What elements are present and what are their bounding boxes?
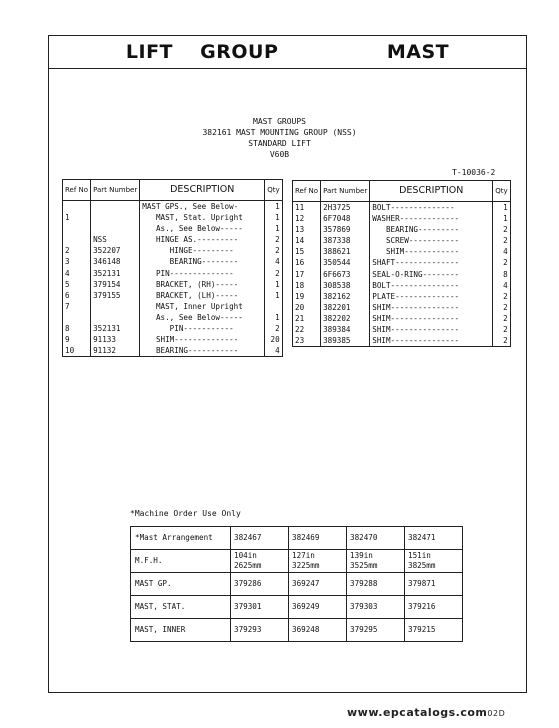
row-label: MAST GP. bbox=[131, 573, 231, 596]
cell-part-number: 379154 bbox=[91, 279, 140, 290]
cell-value: 379301 bbox=[231, 596, 289, 619]
cell-ref: 2 bbox=[63, 245, 91, 256]
table-row bbox=[293, 280, 511, 291]
cell-part-number: 6F7048 bbox=[321, 213, 370, 224]
cell-qty: 2 bbox=[493, 324, 510, 335]
cell-qty: 1 bbox=[493, 202, 510, 214]
cell-part-number: 2H3725 bbox=[321, 202, 370, 214]
table-row bbox=[63, 345, 283, 357]
cell-value: 104in 2625mm bbox=[231, 550, 289, 573]
table-row bbox=[293, 313, 511, 324]
cell-value: 379303 bbox=[347, 596, 405, 619]
cell-part-number: 350544 bbox=[321, 257, 370, 268]
col-ref: Ref No bbox=[63, 180, 91, 201]
cell-ref: 22 bbox=[293, 324, 321, 335]
cell-qty: 2 bbox=[265, 323, 282, 334]
cell-qty: 2 bbox=[265, 234, 282, 245]
cell-part-number: NSS bbox=[91, 234, 140, 245]
col-qty: Qty bbox=[493, 181, 510, 202]
title-bar bbox=[49, 36, 526, 69]
watermark-text: www.epcatalogs.com bbox=[347, 706, 488, 719]
cell-value: 382467 bbox=[231, 527, 289, 550]
cell-part-number: 389384 bbox=[321, 324, 370, 335]
cell-description: MAST GPS., See Below- bbox=[140, 201, 265, 213]
cell-value: 127in 3225mm bbox=[289, 550, 347, 573]
cell-part-number: 352131 bbox=[91, 268, 140, 279]
cell-description: BOLT--------------- bbox=[370, 280, 493, 291]
table-row bbox=[63, 212, 283, 223]
watermark bbox=[347, 706, 505, 719]
cell-qty: 2 bbox=[493, 291, 510, 302]
cell-qty: 1 bbox=[265, 290, 282, 301]
cell-ref bbox=[63, 312, 91, 323]
cell-qty: 2 bbox=[493, 257, 510, 268]
cell-ref: 8 bbox=[63, 323, 91, 334]
cell-ref: 4 bbox=[63, 268, 91, 279]
mast-arrangement-table bbox=[130, 526, 463, 642]
cell-ref: 3 bbox=[63, 256, 91, 267]
table-row bbox=[131, 596, 463, 619]
cell-ref: 21 bbox=[293, 313, 321, 324]
cell-value: 369249 bbox=[289, 596, 347, 619]
table-row bbox=[63, 223, 283, 234]
table-row bbox=[293, 213, 511, 224]
cell-ref: 11 bbox=[293, 202, 321, 214]
table-row bbox=[131, 619, 463, 642]
col-part-number: Part Number bbox=[91, 180, 140, 201]
cell-ref bbox=[63, 234, 91, 245]
cell-value: 151in 3825mm bbox=[405, 550, 463, 573]
cell-description: SHAFT-------------- bbox=[370, 257, 493, 268]
group-heading bbox=[0, 116, 559, 160]
table-row bbox=[293, 257, 511, 268]
table-row bbox=[131, 573, 463, 596]
col-description: DESCRIPTION bbox=[370, 181, 493, 202]
table-row bbox=[293, 235, 511, 246]
table-row bbox=[63, 334, 283, 345]
cell-part-number bbox=[91, 312, 140, 323]
table-row bbox=[293, 246, 511, 257]
cell-description: SHIM--------------- bbox=[370, 313, 493, 324]
table-row bbox=[293, 335, 511, 347]
table-row bbox=[63, 301, 283, 312]
cell-qty: 2 bbox=[493, 313, 510, 324]
cell-description: HINGE AS.--------- bbox=[140, 234, 265, 245]
cell-qty: 8 bbox=[493, 269, 510, 280]
col-qty: Qty bbox=[265, 180, 282, 201]
cell-description: BOLT-------------- bbox=[370, 202, 493, 214]
cell-part-number: 382202 bbox=[321, 313, 370, 324]
cell-value: 379215 bbox=[405, 619, 463, 642]
cell-qty: 2 bbox=[493, 224, 510, 235]
cell-description: BEARING--------- bbox=[370, 224, 493, 235]
row-label: M.F.H. bbox=[131, 550, 231, 573]
cell-description: PIN----------- bbox=[140, 323, 265, 334]
cell-description: SHIM-------------- bbox=[140, 334, 265, 345]
cell-ref: 9 bbox=[63, 334, 91, 345]
table-row bbox=[293, 302, 511, 313]
cell-ref: 13 bbox=[293, 224, 321, 235]
cell-part-number: 91132 bbox=[91, 345, 140, 357]
cell-qty: 2 bbox=[493, 235, 510, 246]
cell-description: HINGE--------- bbox=[140, 245, 265, 256]
cell-value: 382469 bbox=[289, 527, 347, 550]
order-note: *Machine Order Use Only bbox=[130, 509, 241, 518]
cell-ref: 18 bbox=[293, 280, 321, 291]
cell-qty: 1 bbox=[265, 201, 282, 213]
cell-ref: 10 bbox=[63, 345, 91, 357]
cell-ref: 20 bbox=[293, 302, 321, 313]
table-row bbox=[63, 312, 283, 323]
heading-line: STANDARD LIFT bbox=[248, 139, 311, 148]
cell-part-number bbox=[91, 301, 140, 312]
cell-ref: 17 bbox=[293, 269, 321, 280]
table-row bbox=[63, 234, 283, 245]
cell-ref: 5 bbox=[63, 279, 91, 290]
table-row bbox=[63, 279, 283, 290]
cell-value: 382470 bbox=[347, 527, 405, 550]
cell-part-number: 91133 bbox=[91, 334, 140, 345]
cell-description: BEARING-------- bbox=[140, 256, 265, 267]
cell-ref: 1 bbox=[63, 212, 91, 223]
cell-description: BEARING----------- bbox=[140, 345, 265, 357]
col-part-number: Part Number bbox=[321, 181, 370, 202]
cell-description: SHIM--------------- bbox=[370, 324, 493, 335]
cell-description: SHIM--------------- bbox=[370, 302, 493, 313]
cell-ref: 12 bbox=[293, 213, 321, 224]
cell-ref: 7 bbox=[63, 301, 91, 312]
cell-part-number: 346148 bbox=[91, 256, 140, 267]
cell-qty: 2 bbox=[493, 335, 510, 347]
cell-value: 379288 bbox=[347, 573, 405, 596]
cell-description: MAST, Inner Upright bbox=[140, 301, 265, 312]
cell-description: SHIM--------------- bbox=[370, 335, 493, 347]
table-row bbox=[63, 256, 283, 267]
cell-value: 379871 bbox=[405, 573, 463, 596]
cell-part-number bbox=[91, 201, 140, 213]
row-label: MAST, INNER bbox=[131, 619, 231, 642]
heading-line: 382161 MAST MOUNTING GROUP (NSS) bbox=[202, 128, 357, 137]
table-row bbox=[293, 291, 511, 302]
cell-description: PIN-------------- bbox=[140, 268, 265, 279]
cell-description: PLATE-------------- bbox=[370, 291, 493, 302]
table-row bbox=[63, 245, 283, 256]
cell-ref bbox=[63, 201, 91, 213]
row-label: MAST, STAT. bbox=[131, 596, 231, 619]
cell-value: 379286 bbox=[231, 573, 289, 596]
table-row bbox=[293, 224, 511, 235]
cell-qty: 2 bbox=[493, 302, 510, 313]
table-row bbox=[63, 323, 283, 334]
watermark-suffix: 02D bbox=[487, 709, 506, 718]
cell-part-number: 389385 bbox=[321, 335, 370, 347]
cell-qty: 4 bbox=[493, 280, 510, 291]
reference-code: T-10036-2 bbox=[452, 168, 496, 177]
cell-qty: 1 bbox=[265, 212, 282, 223]
cell-qty bbox=[265, 301, 282, 312]
cell-ref bbox=[63, 223, 91, 234]
cell-value: 379293 bbox=[231, 619, 289, 642]
cell-value: 379295 bbox=[347, 619, 405, 642]
cell-description: SCREW----------- bbox=[370, 235, 493, 246]
cell-part-number: 352207 bbox=[91, 245, 140, 256]
table-row bbox=[131, 550, 463, 573]
cell-description: SHIM------------ bbox=[370, 246, 493, 257]
heading-line: V60B bbox=[269, 150, 290, 159]
cell-value: 382471 bbox=[405, 527, 463, 550]
cell-ref: 6 bbox=[63, 290, 91, 301]
cell-ref: 19 bbox=[293, 291, 321, 302]
cell-qty: 4 bbox=[493, 246, 510, 257]
table-row bbox=[63, 201, 283, 213]
cell-value: 369247 bbox=[289, 573, 347, 596]
cell-description: As., See Below----- bbox=[140, 312, 265, 323]
cell-part-number: 382201 bbox=[321, 302, 370, 313]
cell-qty: 1 bbox=[493, 213, 510, 224]
cell-qty: 1 bbox=[265, 312, 282, 323]
table-row bbox=[293, 269, 511, 280]
cell-part-number: 6F6673 bbox=[321, 269, 370, 280]
cell-qty: 2 bbox=[265, 245, 282, 256]
table-row bbox=[293, 324, 511, 335]
table-row bbox=[131, 527, 463, 550]
cell-qty: 4 bbox=[265, 256, 282, 267]
cell-part-number: 387338 bbox=[321, 235, 370, 246]
cell-part-number bbox=[91, 212, 140, 223]
table-row bbox=[63, 290, 283, 301]
cell-ref: 15 bbox=[293, 246, 321, 257]
row-label: *Mast Arrangement bbox=[131, 527, 231, 550]
cell-description: As., See Below----- bbox=[140, 223, 265, 234]
cell-qty: 1 bbox=[265, 279, 282, 290]
cell-description: MAST, Stat. Upright bbox=[140, 212, 265, 223]
cell-part-number bbox=[91, 223, 140, 234]
cell-description: BRACKET, (RH)----- bbox=[140, 279, 265, 290]
cell-value: 369248 bbox=[289, 619, 347, 642]
cell-description: WASHER------------- bbox=[370, 213, 493, 224]
col-ref: Ref No bbox=[293, 181, 321, 202]
cell-part-number: 357869 bbox=[321, 224, 370, 235]
cell-qty: 2 bbox=[265, 268, 282, 279]
cell-part-number: 352131 bbox=[91, 323, 140, 334]
cell-ref: 14 bbox=[293, 235, 321, 246]
cell-part-number: 382162 bbox=[321, 291, 370, 302]
cell-description: SEAL-O-RING-------- bbox=[370, 269, 493, 280]
cell-qty: 20 bbox=[265, 334, 282, 345]
cell-qty: 4 bbox=[265, 345, 282, 357]
cell-ref: 16 bbox=[293, 257, 321, 268]
cell-part-number: 388621 bbox=[321, 246, 370, 257]
col-description: DESCRIPTION bbox=[140, 180, 265, 201]
cell-description: BRACKET, (LH)----- bbox=[140, 290, 265, 301]
cell-qty: 1 bbox=[265, 223, 282, 234]
table-row bbox=[63, 268, 283, 279]
table-row bbox=[293, 202, 511, 214]
parts-table-right bbox=[292, 180, 511, 347]
cell-part-number: 379155 bbox=[91, 290, 140, 301]
cell-part-number: 308538 bbox=[321, 280, 370, 291]
heading-line: MAST GROUPS bbox=[253, 117, 306, 126]
page-title: LIFT GROUP MAST bbox=[125, 41, 450, 63]
cell-ref: 23 bbox=[293, 335, 321, 347]
cell-value: 379216 bbox=[405, 596, 463, 619]
cell-value: 139in 3525mm bbox=[347, 550, 405, 573]
parts-table-left bbox=[62, 179, 283, 357]
